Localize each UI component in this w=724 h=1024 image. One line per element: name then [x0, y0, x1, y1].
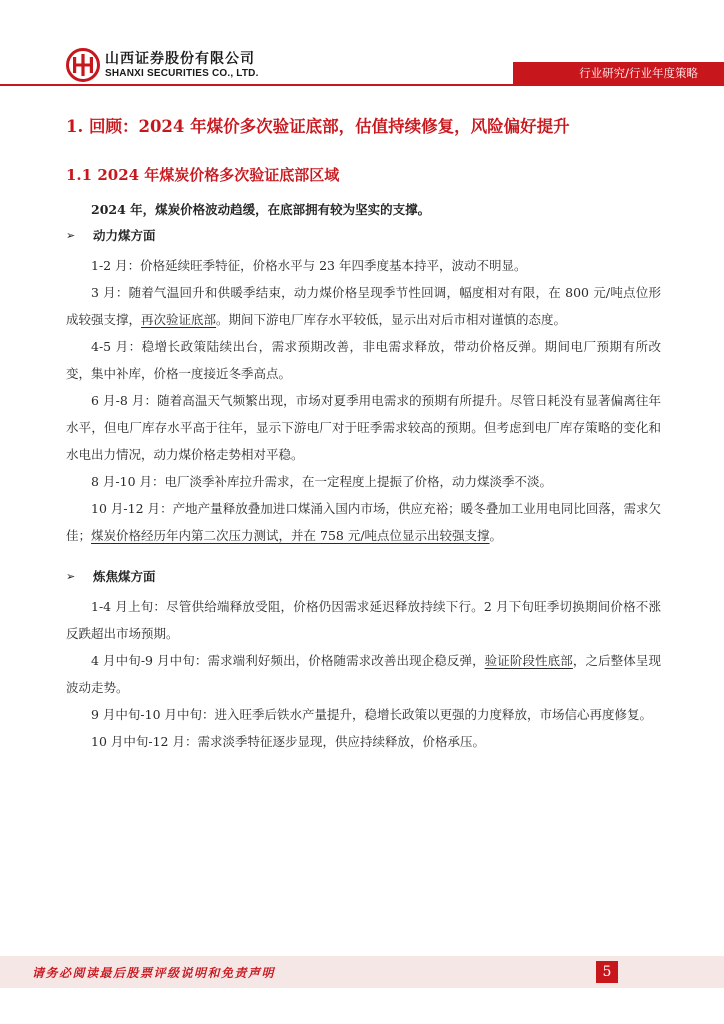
- thermal-coal-heading: [66, 226, 661, 246]
- company-logo-icon: [66, 48, 100, 82]
- coking-apr-sep-text-b: ，之后整体呈现波动走势。: [66, 653, 661, 695]
- thermal-oct-dec-text-b: 。: [489, 528, 503, 543]
- coking-para-oct-dec: 10 月中旬-12 月：需求淡季特征逐步显现，供应持续释放，价格承压。: [91, 734, 485, 749]
- main-content: [66, 115, 661, 755]
- coking-para-sep-oct: 9 月中旬-10 月中旬：进入旺季后铁水产量提升，稳增长政策以更强的力度释放，市场信心再度修复。: [91, 707, 653, 722]
- page-header: [0, 0, 724, 92]
- section-heading: 1. 回顾：2024 年煤价多次验证底部，估值持续修复，风险偏好提升: [66, 117, 570, 136]
- page-number: 5: [596, 961, 618, 983]
- thermal-para-mar: [66, 279, 661, 333]
- subsection-heading: 1.1 2024 年煤炭价格多次验证底部区域: [66, 166, 340, 184]
- coking-apr-sep-text-a: 4 月中旬-9 月中旬：需求端利好频出，价格随需求改善出现企稳反弹，: [91, 653, 485, 668]
- thermal-mar-text-a: 3 月：随着气温回升和供暖季结束，动力煤价格呈现季节性回调，幅度相对有限，在 800 元/吨点位形成较强支撑，: [66, 285, 661, 327]
- report-type-tag: 行业研究/行业年度策略: [513, 62, 724, 84]
- thermal-para-aug-oct: 8 月-10 月：电厂淡季补库拉升需求，在一定程度上提振了价格，动力煤淡季不淡。: [91, 474, 553, 489]
- company-name-cn: 山西证券股份有限公司: [105, 50, 255, 67]
- thermal-para-jun-aug: 6 月-8 月：随着高温天气频繁出现，市场对夏季用电需求的预期有所提升。尽管日耗没有显著偏离往年水平，但电厂库存水平高于往年，显示下游电厂对于旺季需求较高的预期。但考虑到电厂库存策略的变化和水电出力情况，动力煤价格走势相对平稳。: [66, 393, 661, 462]
- thermal-coal-title: 动力煤方面: [93, 228, 156, 243]
- arrow-bullet-icon: ➢: [66, 229, 76, 242]
- company-logo: [66, 48, 259, 82]
- coking-para-apr-sep: [66, 647, 661, 701]
- company-name-en: SHANXI SECURITIES CO., LTD.: [105, 67, 259, 79]
- thermal-para-apr-may: 4-5 月：稳增长政策陆续出台，需求预期改善，非电需求释放，带动价格反弹。期间电厂预期有所改变，集中补库，价格一度接近冬季高点。: [66, 339, 661, 381]
- thermal-mar-underlined: 再次验证底部: [141, 312, 217, 327]
- disclaimer-text: 请务必阅读最后股票评级说明和免责声明: [32, 966, 276, 980]
- coking-para-jan-apr: 1-4 月上旬：尽管供给端释放受阻，价格仍因需求延迟释放持续下行。2 月下旬旺季切换期间价格不涨反跌超出市场预期。: [66, 599, 661, 641]
- thermal-mar-text-b: 。期间下游电厂库存水平较低，显示出对后市相对谨慎的态度。: [216, 312, 567, 327]
- thermal-oct-dec-underlined: 煤炭价格经历年内第二次压力测试，并在 758 元/吨点位显示出较强支撑: [91, 528, 490, 543]
- thermal-para-jan-feb: 1-2 月：价格延续旺季特征，价格水平与 23 年四季度基本持平，波动不明显。: [91, 258, 527, 273]
- arrow-bullet-icon: ➢: [66, 570, 76, 583]
- header-divider: [0, 84, 724, 86]
- coking-apr-sep-underlined: 验证阶段性底部: [484, 653, 573, 668]
- page-footer: [0, 956, 724, 988]
- coking-coal-title: 炼焦煤方面: [93, 569, 156, 584]
- lead-sentence: 2024 年，煤炭价格波动趋缓，在底部拥有较为坚实的支撑。: [91, 202, 431, 217]
- thermal-oct-dec-text-a: 10 月-12 月：产地产量释放叠加进口煤涌入国内市场，供应充裕；暖冬叠加工业用电同比回落，需求欠佳；: [66, 501, 661, 543]
- coking-coal-heading: [66, 567, 661, 587]
- thermal-para-oct-dec: [66, 495, 661, 549]
